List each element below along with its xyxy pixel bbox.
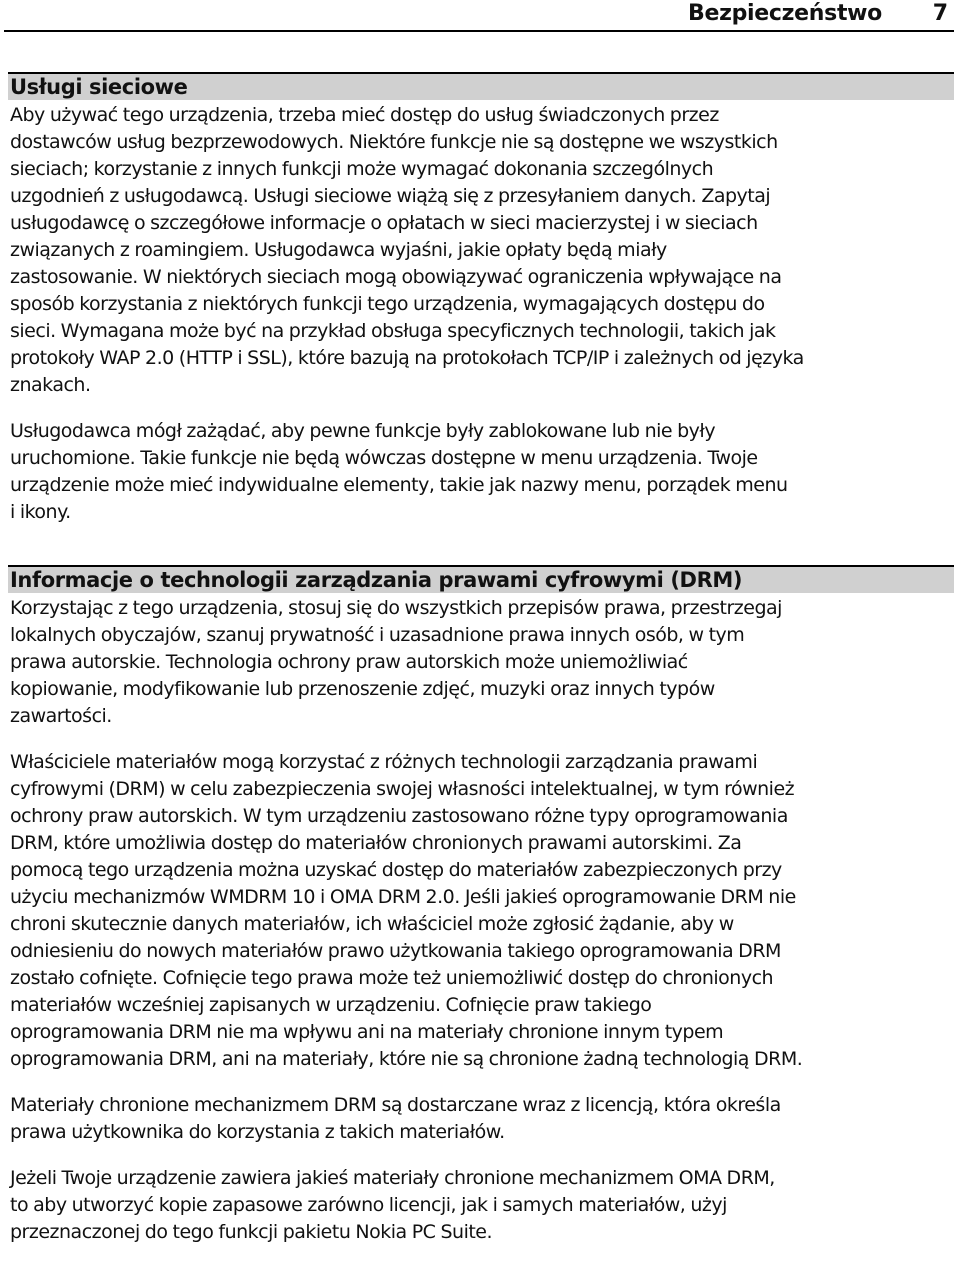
text-line: uzgodnień z usługodawcą. Usługi sieciowe wiążą się z przesyłaniem danych. Zapytaj bbox=[10, 185, 771, 207]
text-line: pomocą tego urządzenia można uzyskać dostęp do materiałów zabezpieczonych przy bbox=[10, 859, 782, 881]
section-drm-information bbox=[10, 565, 954, 1265]
text-line: prawa autorskie. Technologia ochrony praw autorskich może uniemożliwiać bbox=[10, 651, 688, 673]
text-line: sposób korzystania z niektórych funkcji tego urządzenia, wymagających dostępu do bbox=[10, 293, 765, 315]
text-line: znakach. bbox=[10, 374, 91, 396]
text-line: oprogramowania DRM nie ma wpływu ani na materiały chronione innym typem bbox=[10, 1021, 724, 1043]
paragraph bbox=[10, 418, 954, 526]
text-line: usługodawcę o szczegółowe informacje o opłatach w sieci macierzystej i w sieciach bbox=[10, 212, 758, 234]
text-line: kopiowanie, modyfikowanie lub przenoszenie zdjęć, muzyki oraz innych typów bbox=[10, 678, 715, 700]
text-line: cyfrowymi (DRM) w celu zabezpieczenia swojej własności intelektualnej, w tym również bbox=[10, 778, 795, 800]
text-line: Jeżeli Twoje urządzenie zawiera jakieś materiały chronione mechanizmem OMA DRM, bbox=[10, 1167, 775, 1189]
text-line: użyciu mechanizmów WMDRM 10 i OMA DRM 2.0. Jeśli jakieś oprogramowanie DRM nie bbox=[10, 886, 796, 908]
text-line: materiałów wcześniej zapisanych w urządzeniu. Cofnięcie praw takiego bbox=[10, 994, 652, 1016]
text-line: chroni skutecznie danych materiałów, ich właściciel może zgłosić żądanie, aby w bbox=[10, 913, 734, 935]
paragraph bbox=[10, 595, 954, 730]
text-line: Aby używać tego urządzenia, trzeba mieć dostęp do usług świadczonych przez bbox=[10, 104, 719, 126]
text-line: protokoły WAP 2.0 (HTTP i SSL), które bazują na protokołach TCP/IP i zależnych od języka bbox=[10, 347, 804, 369]
section-heading-drm: Informacje o technologii zarządzania prawami cyfrowymi (DRM) bbox=[8, 565, 954, 593]
text-line: uruchomione. Takie funkcje nie będą wówczas dostępne w menu urządzenia. Twoje bbox=[10, 447, 758, 469]
text-line: zostało cofnięte. Cofnięcie tego prawa może też uniemożliwić dostęp do chronionych bbox=[10, 967, 774, 989]
paragraph bbox=[10, 102, 954, 399]
text-line: zawartości. bbox=[10, 705, 112, 727]
text-line: oprogramowania DRM, ani na materiały, które nie są chronione żadną technologią DRM. bbox=[10, 1048, 803, 1070]
paragraph bbox=[10, 749, 954, 1073]
text-line: prawa użytkownika do korzystania z takich materiałów. bbox=[10, 1121, 505, 1143]
text-line: Korzystając z tego urządzenia, stosuj się do wszystkich przepisów prawa, przestrzegaj bbox=[10, 597, 782, 619]
text-line: lokalnych obyczajów, szanuj prywatność i uzasadnione prawa innych osób, w tym bbox=[10, 624, 745, 646]
text-line: odniesieniu do nowych materiałów prawo użytkowania takiego oprogramowania DRM bbox=[10, 940, 781, 962]
text-line: sieciach; korzystanie z innych funkcji może wymagać dokonania szczególnych bbox=[10, 158, 714, 180]
text-line: Właściciele materiałów mogą korzystać z różnych technologii zarządzania prawami bbox=[10, 751, 758, 773]
section-network-services bbox=[10, 72, 954, 545]
running-header-title: Bezpieczeństwo bbox=[688, 1, 882, 26]
text-line: Materiały chronione mechanizmem DRM są dostarczane wraz z licencją, która określa bbox=[10, 1094, 781, 1116]
text-line: przeznaczonej do tego funkcji pakietu Nokia PC Suite. bbox=[10, 1221, 493, 1243]
text-line: urządzenie może mieć indywidualne elementy, takie jak nazwy menu, porządek menu bbox=[10, 474, 788, 496]
text-line: Usługodawca mógł zażądać, aby pewne funkcje były zablokowane lub nie były bbox=[10, 420, 716, 442]
text-line: to aby utworzyć kopie zapasowe zarówno licencji, jak i samych materiałów, użyj bbox=[10, 1194, 727, 1216]
text-line: i ikony. bbox=[10, 501, 71, 523]
page-header bbox=[0, 0, 960, 30]
section-heading-network-services: Usługi sieciowe bbox=[8, 72, 954, 100]
text-line: DRM, które umożliwia dostęp do materiałów chronionych prawami autorskimi. Za bbox=[10, 832, 742, 854]
paragraph bbox=[10, 1092, 954, 1146]
header-rule bbox=[4, 30, 954, 32]
text-line: dostawców usług bezprzewodowych. Niektóre funkcje nie są dostępne we wszystkich bbox=[10, 131, 778, 153]
text-line: zastosowanie. W niektórych sieciach mogą obowiązywać ograniczenia wpływające na bbox=[10, 266, 782, 288]
page-number: 7 bbox=[932, 1, 948, 26]
paragraph bbox=[10, 1165, 954, 1246]
text-line: ochrony praw autorskich. W tym urządzeniu zastosowano różne typy oprogramowania bbox=[10, 805, 788, 827]
text-line: związanych z roamingiem. Usługodawca wyjaśni, jakie opłaty będą miały bbox=[10, 239, 667, 261]
text-line: sieci. Wymagana może być na przykład obsługa specyficznych technologii, takich jak bbox=[10, 320, 776, 342]
